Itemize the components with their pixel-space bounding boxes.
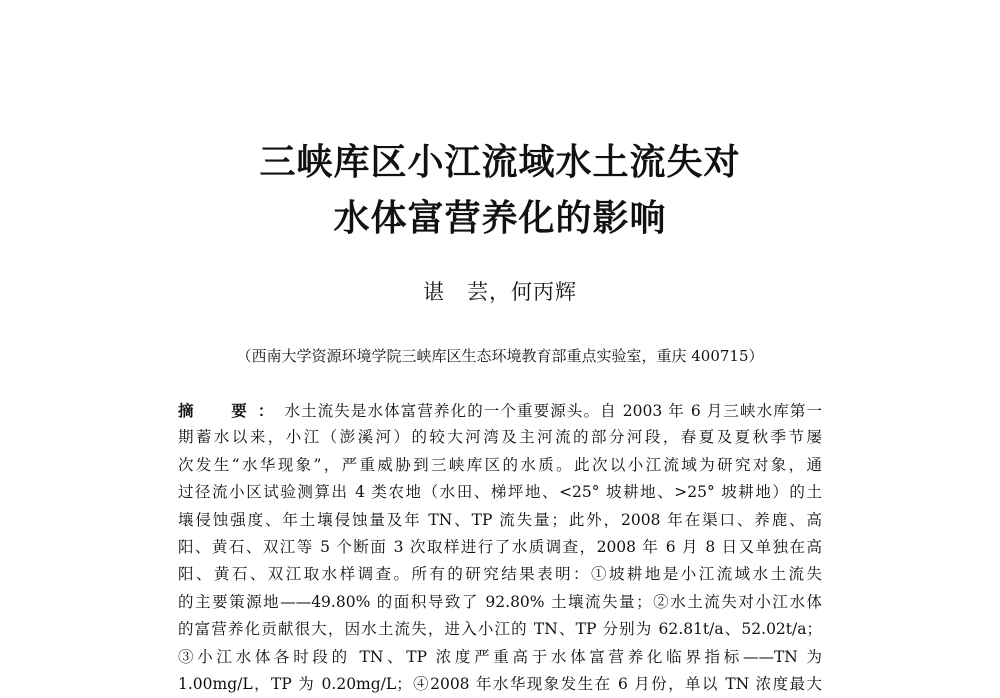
affiliation: （西南大学资源环境学院三峡库区生态环境教育部重点实验室，重庆 400715）: [236, 347, 764, 365]
abstract-line: 壤侵蚀强度、年土壤侵蚀量及年 TN、TP 流失量；此外，2008 年在渠口、养鹿、高: [178, 510, 822, 529]
paper-title-line-1: 三峡库区小江流域水土流失对: [259, 141, 741, 183]
abstract-line: 的主要策源地——49.80% 的面积导致了 92.80% 土壤流失量；②水土流失对小江水体: [178, 592, 822, 611]
abstract-line: ③小江水体各时段的 TN、TP 浓度严重高于水体富营养化临界指标——TN 为: [178, 647, 822, 666]
abstract-line: 的富营养化贡献很大，因水土流失，进入小江的 TN、TP 分别为 62.81t/a、52.02t/a；: [178, 620, 822, 639]
abstract-line: 阳、黄石、双江等 5 个断面 3 次取样进行了水质调查，2008 年 6 月 8 日又单独在高: [178, 537, 822, 556]
authors: 谌 芸，何丙辉: [423, 280, 577, 304]
abstract-line: 1.00mg/L，TP 为 0.20mg/L；④2008 年水华现象发生在 6 月份，单以 TN 浓度最大: [178, 674, 822, 693]
abstract-text: 水土流失是水体富营养化的一个重要源头。自 2003 年 6 月三峡水库第一: [284, 402, 822, 420]
abstract-line: 次发生“水华现象”，严重威胁到三峡库区的水质。此次以小江流域为研究对象，通: [178, 455, 822, 474]
abstract-line: [178, 397, 822, 424]
abstract-line: 期蓄水以来，小江（澎溪河）的较大河湾及主河流的部分河段，春夏及夏秋季节屡: [178, 428, 822, 447]
abstract-label: 摘 要：: [178, 401, 285, 420]
abstract: [178, 397, 822, 698]
abstract-line: 阳、黄石、双江取水样调查。所有的研究结果表明：①坡耕地是小江流域水土流失: [178, 565, 822, 584]
paper-title-line-2: 水体富营养化的影响: [333, 197, 667, 239]
abstract-line: 过径流小区试验测算出 4 类农地（水田、梯坪地、<25° 坡耕地、>25° 坡耕地）的土: [178, 483, 822, 502]
